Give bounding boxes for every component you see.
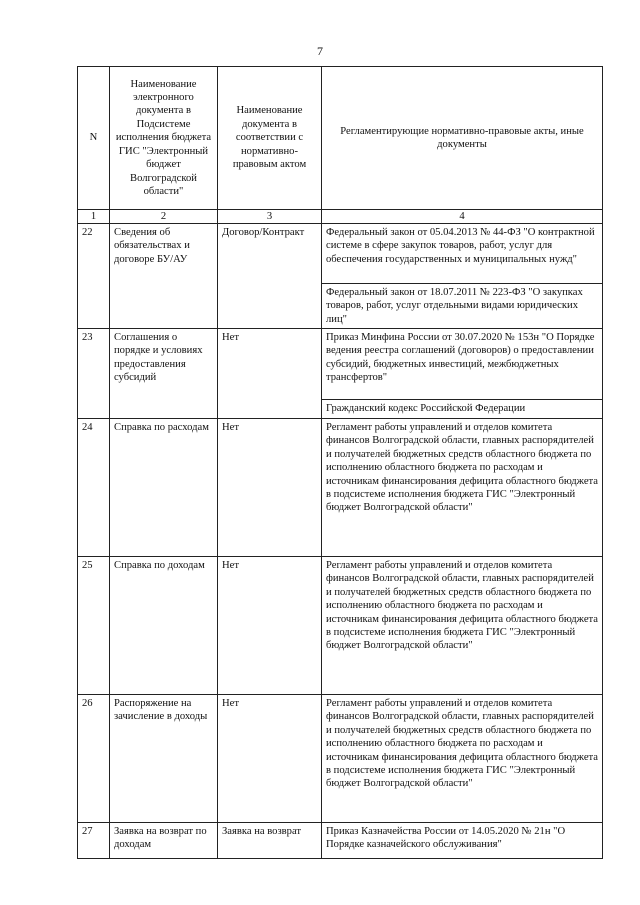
column-number: 3 bbox=[218, 210, 322, 224]
electronic-document-name: Соглашения о порядке и условиях предоставления субсидий bbox=[110, 329, 218, 419]
legal-document-name: Нет bbox=[218, 557, 322, 695]
electronic-document-name: Заявка на возврат по доходам bbox=[110, 823, 218, 859]
header-n: N bbox=[78, 67, 110, 210]
regulating-act: Федеральный закон от 05.04.2013 № 44-ФЗ "О контрактной системе в сфере закупок товаров, работ, услуг для обеспечения государственных и муниципальных нужд" bbox=[322, 224, 602, 284]
table-row bbox=[78, 224, 603, 329]
column-number-row bbox=[78, 210, 603, 224]
electronic-document-name: Справка по доходам bbox=[110, 557, 218, 695]
regulating-act: Регламент работы управлений и отделов комитета финансов Волгоградской области, главных распорядителей и получателей бюджетных средств областного бюджета по исполнению областного бюджета по расходам и источникам финансирования дефицита областного бюджета в подсистеме исполнения бюджета ГИС "Электронный бюджет Волгоградской области" bbox=[322, 695, 603, 823]
electronic-document-name: Сведения об обязательствах и договоре БУ/АУ bbox=[110, 224, 218, 329]
page-number: 7 bbox=[317, 44, 323, 58]
table-row bbox=[78, 695, 603, 823]
legal-document-name: Нет bbox=[218, 419, 322, 557]
column-number: 4 bbox=[322, 210, 603, 224]
row-number: 26 bbox=[78, 695, 110, 823]
header-legal-document-name: Наименование документа в соответствии с нормативно-правовым актом bbox=[218, 67, 322, 210]
regulating-acts-cell bbox=[322, 329, 603, 419]
regulating-act: Гражданский кодекс Российской Федерации bbox=[326, 403, 526, 414]
column-number: 1 bbox=[78, 210, 110, 224]
column-number: 2 bbox=[110, 210, 218, 224]
legal-document-name: Заявка на возврат bbox=[218, 823, 322, 859]
regulations-table bbox=[77, 66, 603, 859]
table-row bbox=[78, 823, 603, 859]
header-document-name: Наименование электронного документа в Подсистеме исполнения бюджета ГИС "Электронный бюджет Волгоградской области" bbox=[110, 67, 218, 210]
legal-document-name: Договор/Контракт bbox=[218, 224, 322, 329]
regulating-act: Регламент работы управлений и отделов комитета финансов Волгоградской области, главных распорядителей и получателей бюджетных средств областного бюджета по исполнению областного бюджета по расходам и источникам финансирования дефицита областного бюджета в подсистеме исполнения бюджета ГИС "Электронный бюджет Волгоградской области" bbox=[322, 557, 603, 695]
regulating-acts-cell bbox=[322, 224, 603, 329]
legal-document-name: Нет bbox=[218, 329, 322, 419]
regulating-act: Регламент работы управлений и отделов комитета финансов Волгоградской области, главных распорядителей и получателей бюджетных средств областного бюджета по исполнению областного бюджета по расходам и источникам финансирования дефицита областного бюджета в подсистеме исполнения бюджета ГИС "Электронный бюджет Волгоградской области" bbox=[322, 419, 603, 557]
electronic-document-name: Распоряжение на зачисление в доходы bbox=[110, 695, 218, 823]
row-number: 25 bbox=[78, 557, 110, 695]
regulating-act: Приказ Казначейства России от 14.05.2020 № 21н "О Порядке казначейского обслуживания" bbox=[322, 823, 603, 859]
row-number: 22 bbox=[78, 224, 110, 329]
table-row bbox=[78, 329, 603, 419]
regulating-act: Федеральный закон от 18.07.2011 № 223-ФЗ "О закупках товаров, работ, услуг отдельными видами юридических лиц" bbox=[326, 287, 583, 325]
legal-document-name: Нет bbox=[218, 695, 322, 823]
table-header-row bbox=[78, 67, 603, 210]
regulating-act: Приказ Минфина России от 30.07.2020 № 153н "О Порядке ведения реестра соглашений (договоров) о предоставлении субсидий, бюджетных инвестиций, межбюджетных трансфертов" bbox=[322, 329, 602, 400]
table-row bbox=[78, 419, 603, 557]
row-number: 27 bbox=[78, 823, 110, 859]
row-number: 23 bbox=[78, 329, 110, 419]
header-regulating-acts: Регламентирующие нормативно-правовые акты, иные документы bbox=[322, 67, 603, 210]
table-row bbox=[78, 557, 603, 695]
row-number: 24 bbox=[78, 419, 110, 557]
electronic-document-name: Справка по расходам bbox=[110, 419, 218, 557]
